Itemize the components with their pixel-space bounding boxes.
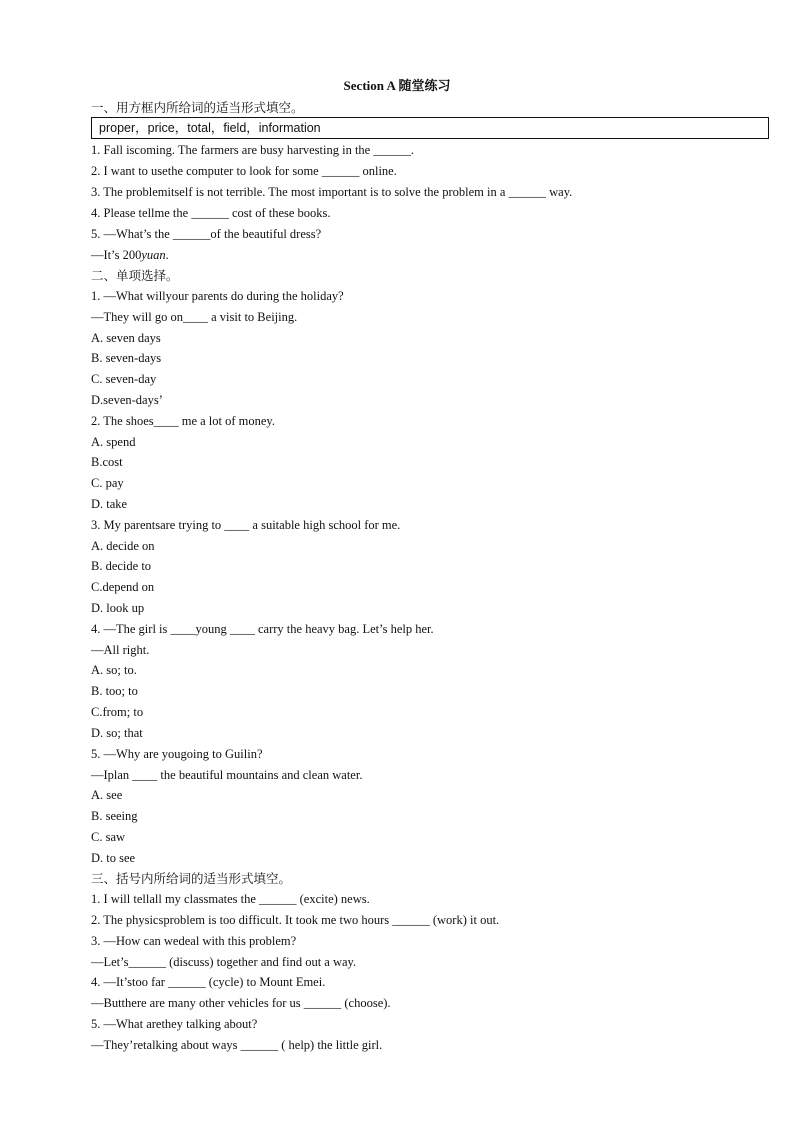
part2-option: C.depend on	[91, 580, 155, 594]
part2-option: D. so; that	[91, 726, 143, 740]
part2-option: B. decide to	[91, 559, 152, 573]
part2-option: A. spend	[91, 435, 136, 449]
part2-line: —All right.	[91, 643, 150, 657]
part2-line: —Iplan ____ the beautiful mountains and clean water.	[91, 768, 363, 782]
part3-line: 5. —What arethey talking about?	[91, 1017, 258, 1031]
part3-line: 1. I will tellall my classmates the ______ (excite) news.	[91, 892, 370, 906]
part2-line: 3. My parentsare trying to ____ a suitable high school for me.	[91, 518, 401, 532]
page-title: Section A 随堂练习	[343, 78, 451, 93]
part1-heading: 一、用方框内所给词的适当形式填空。	[91, 100, 304, 115]
part2-option: D. take	[91, 497, 128, 511]
part3-line: —Let’s______ (discuss) together and find out a way.	[91, 955, 357, 969]
part2-option: B. seven-days	[91, 351, 162, 365]
yuan-word: yuan	[141, 248, 166, 262]
part2-option: C. seven-day	[91, 372, 157, 386]
part2-option: A. so; to.	[91, 663, 137, 677]
part3-line: 3. —How can wedeal with this problem?	[91, 934, 297, 948]
part1-line: 1. Fall iscoming. The farmers are busy harvesting in the ______.	[91, 143, 414, 157]
part2-option: B. seeing	[91, 809, 138, 823]
part2-option: C.from; to	[91, 705, 144, 719]
part1-line: 5. —What’s the ______of the beautiful dress?	[91, 227, 322, 241]
part3-line: —They’retalking about ways ______ ( help) the little girl.	[91, 1038, 383, 1052]
part2-line: 4. —The girl is ____young ____ carry the heavy bag. Let’s help her.	[91, 622, 434, 636]
part2-option: D. to see	[91, 851, 136, 865]
part2-heading: 二、单项选择。	[91, 268, 179, 283]
part2-option: A. seven days	[91, 331, 161, 345]
word-box	[91, 117, 769, 139]
part2-line: —They will go on____ a visit to Beijing.	[91, 310, 298, 324]
part2-option: C. pay	[91, 476, 124, 490]
part1-line: 3. The problemitself is not terrible. The most important is to solve the problem in a ______ way.	[91, 185, 573, 199]
part2-option: B.cost	[91, 455, 123, 469]
answer-text: —It’s 200	[91, 248, 142, 262]
part2-option: D. look up	[91, 601, 145, 615]
part3-line: 4. —It’stoo far ______ (cycle) to Mount Emei.	[91, 975, 326, 989]
part2-option: D.seven-days’	[91, 393, 163, 407]
part2-option: A. see	[91, 788, 123, 802]
part2-option: C. saw	[91, 830, 126, 844]
part3-line: —Butthere are many other vehicles for us ______ (choose).	[91, 996, 391, 1010]
part2-line: 1. —What willyour parents do during the holiday?	[91, 289, 344, 303]
word-box-text: proper，price，total，field，information	[99, 121, 321, 135]
part1-answer-line	[91, 248, 169, 263]
part3-heading: 三、括号内所给词的适当形式填空。	[91, 871, 292, 886]
part2-line: 5. —Why are yougoing to Guilin?	[91, 747, 263, 761]
answer-end: .	[165, 248, 169, 262]
part2-option: A. decide on	[91, 539, 155, 553]
part3-line: 2. The physicsproblem is too difficult. It took me two hours ______ (work) it out.	[91, 913, 500, 927]
part1-line: 2. I want to usethe computer to look for some ______ online.	[91, 164, 397, 178]
part2-option: B. too; to	[91, 684, 138, 698]
part1-line: 4. Please tellme the ______ cost of these books.	[91, 206, 331, 220]
part2-line: 2. The shoes____ me a lot of money.	[91, 414, 275, 428]
